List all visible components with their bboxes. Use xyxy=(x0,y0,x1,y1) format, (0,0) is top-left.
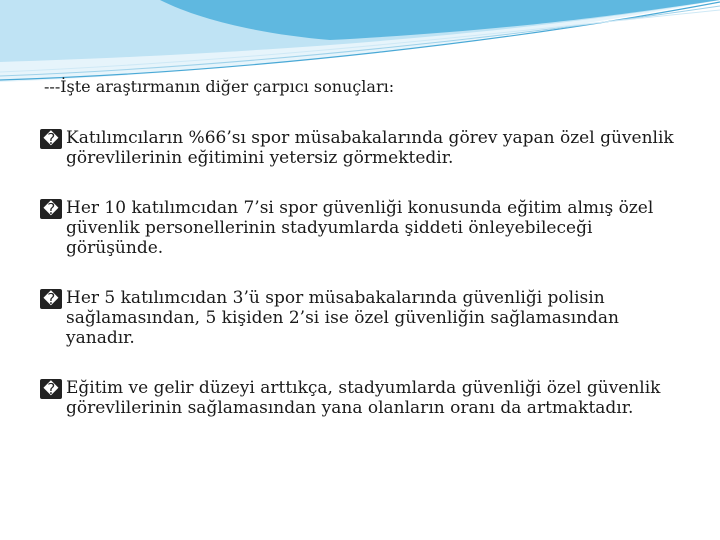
replacement-character-icon: � xyxy=(40,289,62,309)
heading: ---İşte araştırmanın diğer çarpıcı sonuçları: xyxy=(44,77,395,96)
list-item-text: Katılımcıların %66’sı spor müsabakalarında görev yapan özel güvenlik görevlilerinin eğitimini yetersiz görmektedir. xyxy=(66,128,674,168)
list-item xyxy=(40,378,690,418)
list-item xyxy=(40,198,690,258)
list-item xyxy=(40,128,690,168)
replacement-character-icon: � xyxy=(40,129,62,149)
list-item-text: Eğitim ve gelir düzeyi arttıkça, stadyumlarda güvenliği özel güvenlik görevlilerinin sağlamasından yana olanların oranı da artmaktadır. xyxy=(66,378,661,418)
list-item-text: Her 10 katılımcıdan 7’si spor güvenliği konusunda eğitim almış özel güvenlik personellerinin stadyumlarda şiddeti önleyebileceği görüşünde. xyxy=(66,198,654,258)
content-area xyxy=(40,76,690,448)
replacement-character-icon: � xyxy=(40,379,62,399)
list-item xyxy=(40,288,690,348)
replacement-character-icon: � xyxy=(40,199,62,219)
list-item-text: Her 5 katılımcıdan 3’ü spor müsabakalarında güvenliği polisin sağlamasından, 5 kişiden 2’si ise özel güvenliğin sağlamasından yanadır. xyxy=(66,288,620,348)
